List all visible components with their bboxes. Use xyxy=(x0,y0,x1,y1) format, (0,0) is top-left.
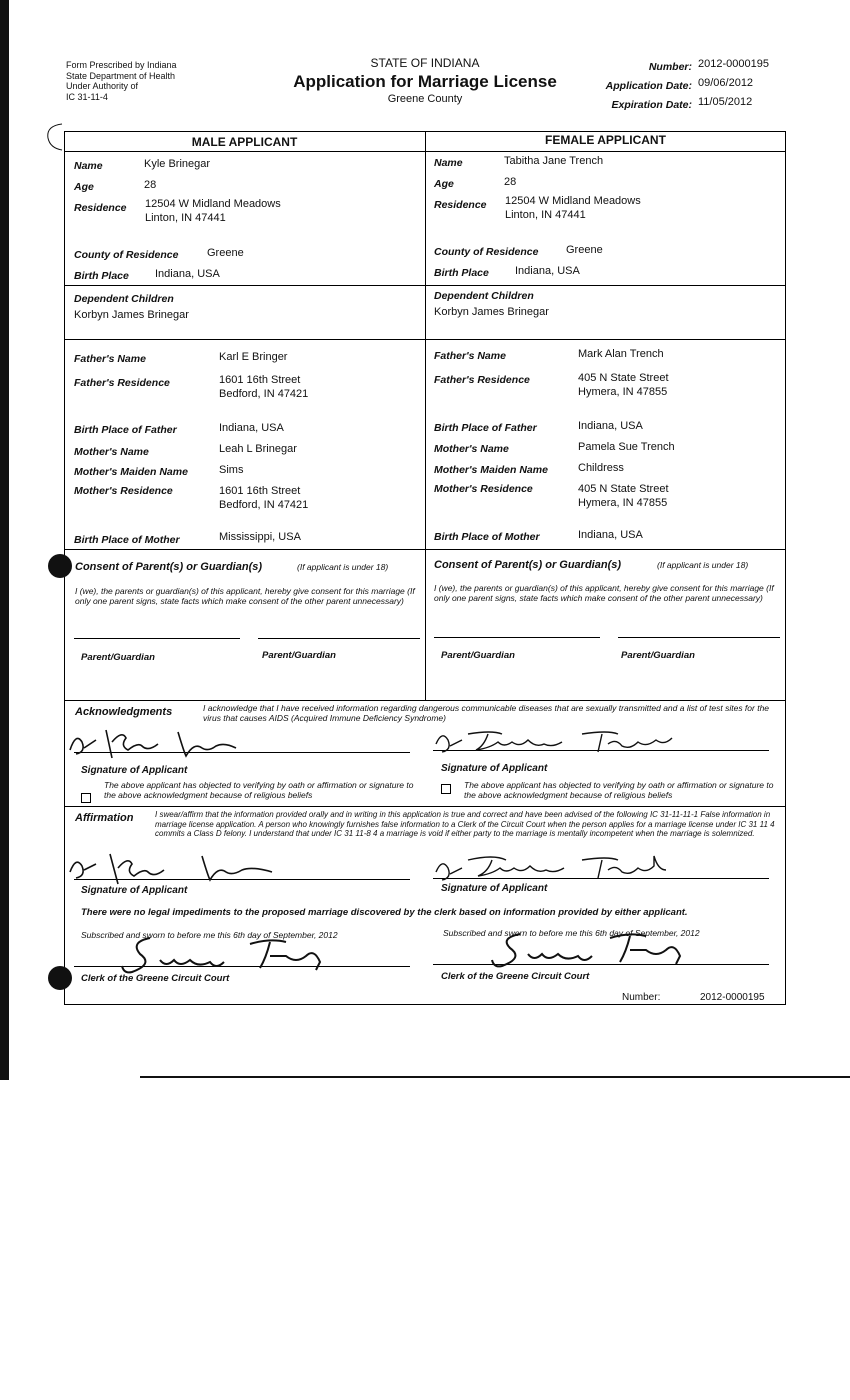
male-county: Greene xyxy=(207,247,244,259)
female-clerk-signature xyxy=(490,930,690,974)
no-impediments-text: There were no legal impediments to the proposed marriage discovered by the clerk based on information provided by either applicant. xyxy=(81,907,688,918)
female-parent-label-2: Parent/Guardian xyxy=(621,650,695,661)
male-parent-label-1: Parent/Guardian xyxy=(81,652,155,663)
male-affirm-sig-label: Signature of Applicant xyxy=(81,885,188,896)
female-birth-mother-label: Birth Place of Mother xyxy=(434,531,540,543)
male-birthplace-label: Birth Place xyxy=(74,270,129,282)
female-father-res-1: 405 N State Street xyxy=(578,372,669,384)
female-residence-1: 12504 W Midland Meadows xyxy=(505,195,641,207)
male-residence-1: 12504 W Midland Meadows xyxy=(145,198,281,210)
female-consent-text: I (we), the parents or guardian(s) of this applicant, hereby give consent for this marriage (If only one parent signs, state facts which make consent of the other parent unnecessary) xyxy=(434,583,774,603)
male-heading: MALE APPLICANT xyxy=(191,135,298,149)
state-name: STATE OF INDIANA xyxy=(370,56,480,70)
female-birthplace-label: Birth Place xyxy=(434,267,489,279)
female-mother-res-label: Mother's Residence xyxy=(434,483,533,495)
female-father-res-2: Hymera, IN 47855 xyxy=(578,386,668,398)
female-father-res-label: Father's Residence xyxy=(434,374,530,386)
male-dependents: Korbyn James Brinegar xyxy=(74,309,189,321)
male-mother-name-label: Mother's Name xyxy=(74,446,149,458)
female-parent-sigline-2 xyxy=(618,637,780,638)
male-father-name: Karl E Bringer xyxy=(219,351,288,363)
row-divider xyxy=(64,339,786,340)
male-clerk-signature xyxy=(120,934,330,980)
female-objection-checkbox[interactable] xyxy=(441,784,451,794)
authority-line: Form Prescribed by Indiana xyxy=(66,60,177,70)
punch-hole xyxy=(48,966,72,990)
male-name-label: Name xyxy=(74,160,103,172)
female-father-name-label: Father's Name xyxy=(434,350,506,362)
scan-bottom-line xyxy=(140,1076,850,1078)
female-mother-name: Pamela Sue Trench xyxy=(578,441,675,453)
male-father-res-2: Bedford, IN 47421 xyxy=(219,388,309,400)
female-ack-sig-label: Signature of Applicant xyxy=(441,763,548,774)
female-birth-father: Indiana, USA xyxy=(578,420,643,432)
authority-line: IC 31-11-4 xyxy=(66,91,108,102)
number-value: 2012-0000195 xyxy=(698,58,769,70)
male-father-res-1: 1601 16th Street xyxy=(219,374,301,386)
female-parent-label-1: Parent/Guardian xyxy=(441,650,515,661)
male-residence-2: Linton, IN 47441 xyxy=(145,212,226,224)
form-title: Application for Marriage License xyxy=(293,72,557,91)
footer-number: 2012-0000195 xyxy=(700,992,765,1003)
male-mother-maiden: Sims xyxy=(219,464,244,476)
form-authority xyxy=(66,60,177,102)
male-mother-res-label: Mother's Residence xyxy=(74,485,173,497)
row-divider xyxy=(64,285,786,286)
female-birth-father-label: Birth Place of Father xyxy=(434,422,537,434)
male-consent-note: (If applicant is under 18) xyxy=(297,562,389,572)
ack-label: Acknowledgments xyxy=(75,706,173,718)
male-consent-text: I (we), the parents or guardian(s) of this applicant, hereby give consent for this marriage (If only one parent signs, state facts which make consent of the other parent unnecessary) xyxy=(75,586,415,606)
female-heading: FEMALE APPLICANT xyxy=(545,133,666,147)
row-divider xyxy=(64,700,786,701)
row-divider xyxy=(64,806,786,807)
male-name: Kyle Brinegar xyxy=(144,158,211,170)
exp-date-value: 11/05/2012 xyxy=(698,96,753,108)
female-age: 28 xyxy=(504,176,517,188)
county-name: Greene County xyxy=(387,93,463,105)
app-date-value: 09/06/2012 xyxy=(698,77,754,89)
affirmation-text: I swear/affirm that the information provided orally and in writing in this application is true and correct and have been advised of the following IC 31-11-11-1 False information in marriage license application. A person who knowingly furnishes false information to a Clerk of the Circuit Court when the person applies for a marriage license under IC 31 11 4 commits a Class D felony. I understand that under IC 31 11-8 4 a marriage is void if either party to the marriage is mentally incompetent when the marriage is solemnized. xyxy=(155,810,775,838)
authority-line: Under Authority of xyxy=(66,81,139,91)
app-date-label: Application Date: xyxy=(605,80,692,92)
female-consent-label: Consent of Parent(s) or Guardian(s) xyxy=(434,559,622,571)
male-dependents-label: Dependent Children xyxy=(74,293,174,305)
number-label: Number: xyxy=(648,61,692,73)
exp-date-label: Expiration Date: xyxy=(611,99,692,111)
female-ack-signature xyxy=(432,726,692,756)
female-residence-label: Residence xyxy=(434,199,487,211)
male-age: 28 xyxy=(144,179,157,191)
male-ack-signature xyxy=(66,722,246,762)
column-divider xyxy=(425,131,426,700)
male-residence-label: Residence xyxy=(74,202,127,214)
form-title-block xyxy=(270,56,580,105)
male-subscribed-text: Subscribed and sworn to before me this 6th day of September, 2012 xyxy=(81,930,338,940)
male-father-res-label: Father's Residence xyxy=(74,377,170,389)
female-parent-sigline-1 xyxy=(434,637,600,638)
male-county-label: County of Residence xyxy=(74,249,179,261)
male-mother-name: Leah L Brinegar xyxy=(219,443,297,455)
female-birthplace: Indiana, USA xyxy=(515,265,580,277)
ack-text: I acknowledge that I have received information regarding dangerous communicable diseases that are sexually transmitted and a list of test sites for the virus that causes AIDS (Acquired Immune Deficiency Syndrome) xyxy=(203,703,770,723)
female-county: Greene xyxy=(566,244,603,256)
male-birth-father: Indiana, USA xyxy=(219,422,284,434)
scan-mark xyxy=(44,122,64,152)
female-clerk-label: Clerk of the Greene Circuit Court xyxy=(441,971,590,982)
female-age-label: Age xyxy=(434,178,454,190)
female-affirm-sig-label: Signature of Applicant xyxy=(441,883,548,894)
male-mother-res-1: 1601 16th Street xyxy=(219,485,301,497)
female-mother-maiden-label: Mother's Maiden Name xyxy=(434,464,548,476)
male-father-name-label: Father's Name xyxy=(74,353,146,365)
scan-edge-bar xyxy=(0,0,9,1080)
female-mother-res-2: Hymera, IN 47855 xyxy=(578,497,668,509)
female-dependents: Korbyn James Brinegar xyxy=(434,306,549,318)
female-name: Tabitha Jane Trench xyxy=(504,155,604,167)
male-mother-res-2: Bedford, IN 47421 xyxy=(219,499,309,511)
female-subscribed-text: Subscribed and sworn to before me this 6th day of September, 2012 xyxy=(443,928,700,938)
male-objection-text: The above applicant has objected to verifying by oath or affirmation or signature to the above acknowledgment because of religious beliefs xyxy=(104,780,414,800)
authority-line: State Department of Health xyxy=(66,70,176,81)
female-affirm-signature xyxy=(432,850,692,884)
male-objection-checkbox[interactable] xyxy=(81,793,91,803)
female-father-name: Mark Alan Trench xyxy=(578,348,664,360)
male-ack-sig-label: Signature of Applicant xyxy=(81,765,188,776)
male-parent-sigline-2 xyxy=(258,638,420,639)
male-mother-maiden-label: Mother's Maiden Name xyxy=(74,466,188,478)
female-residence-2: Linton, IN 47441 xyxy=(505,209,586,221)
male-parent-sigline-1 xyxy=(74,638,240,639)
female-mother-maiden: Childress xyxy=(578,462,624,474)
row-divider xyxy=(64,151,786,152)
female-birth-mother: Indiana, USA xyxy=(578,529,643,541)
female-mother-res-1: 405 N State Street xyxy=(578,483,669,495)
male-birth-mother: Mississippi, USA xyxy=(219,531,301,543)
male-birth-father-label: Birth Place of Father xyxy=(74,424,177,436)
female-consent-note: (If applicant is under 18) xyxy=(657,560,749,570)
male-birthplace: Indiana, USA xyxy=(155,268,220,280)
female-county-label: County of Residence xyxy=(434,246,539,258)
male-birth-mother-label: Birth Place of Mother xyxy=(74,534,180,546)
male-affirm-signature xyxy=(66,848,286,888)
row-divider xyxy=(64,549,786,550)
male-parent-label-2: Parent/Guardian xyxy=(262,650,336,661)
affirmation-label: Affirmation xyxy=(75,812,134,824)
female-dependents-label: Dependent Children xyxy=(434,290,534,302)
footer-number-label: Number: xyxy=(622,992,661,1003)
female-objection-text: The above applicant has objected to verifying by oath or affirmation or signature to the above acknowledgment because of religious beliefs xyxy=(464,780,774,800)
female-mother-name-label: Mother's Name xyxy=(434,443,509,455)
punch-hole xyxy=(48,554,72,578)
male-age-label: Age xyxy=(74,181,94,193)
male-consent-label: Consent of Parent(s) or Guardian(s) xyxy=(75,561,263,573)
female-name-label: Name xyxy=(434,157,463,169)
male-clerk-label: Clerk of the Greene Circuit Court xyxy=(81,973,230,984)
